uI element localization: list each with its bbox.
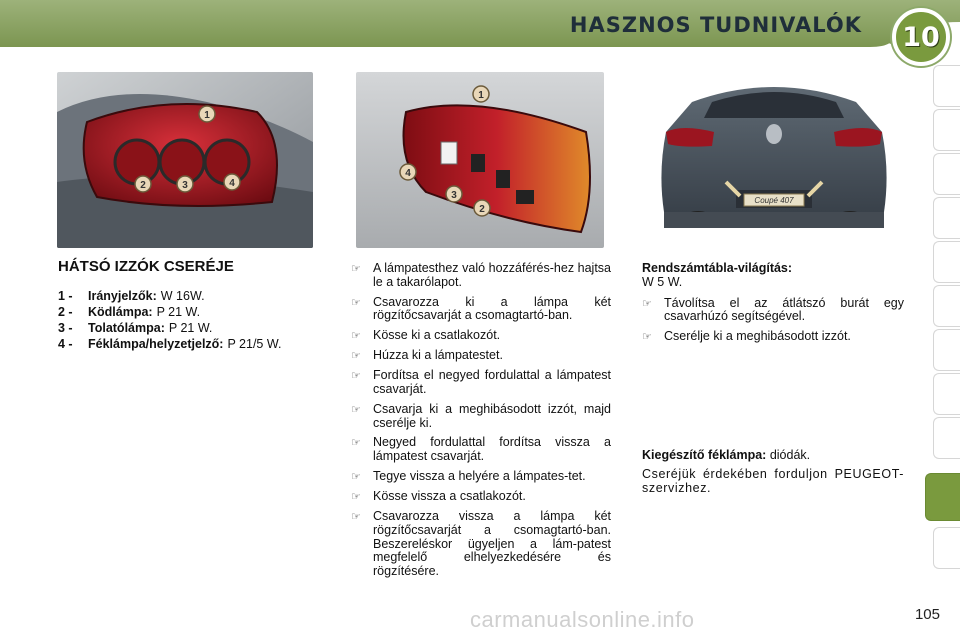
marker-label: 1 <box>204 110 210 121</box>
extra-brake-line <box>642 449 904 463</box>
step-item <box>351 403 611 431</box>
pointing-hand-icon: ☞ <box>351 437 361 450</box>
page-number: 105 <box>914 606 940 623</box>
chapter-tab[interactable] <box>933 527 960 569</box>
pointing-hand-icon: ☞ <box>351 296 361 309</box>
step-text: Kösse vissza a csatlakozót. <box>373 488 526 503</box>
bulb-row <box>58 336 338 352</box>
bulb-row <box>58 320 338 336</box>
bulb-value: W 16W. <box>160 289 205 303</box>
marker-label: 2 <box>140 180 146 191</box>
bulb-number: 4 - <box>58 337 73 351</box>
bulb-list <box>58 288 338 352</box>
bulb-number: 2 - <box>58 305 73 319</box>
pointing-hand-icon: ☞ <box>351 470 361 483</box>
extra-brake-section <box>642 449 904 495</box>
chapter-tab[interactable] <box>933 373 960 415</box>
step-text: Csavarozza ki a lámpa két rögzítőcsavarját a csomagtartó-ban. <box>373 294 611 323</box>
step-item <box>351 436 611 464</box>
car-badge-label: Coupé 407 <box>754 196 794 205</box>
page-header <box>0 0 960 53</box>
chapter-tab[interactable] <box>933 197 960 239</box>
pointing-hand-icon: ☞ <box>351 370 361 383</box>
chapter-tab[interactable] <box>933 285 960 327</box>
bulb-label: Tolatólámpa: <box>88 321 165 335</box>
chapter-tab[interactable] <box>933 417 960 459</box>
pointing-hand-icon: ☞ <box>351 510 361 523</box>
step-text: Csavarja ki a meghibásodott izzót, majd cserélje ki. <box>373 401 611 430</box>
bulb-label: Féklámpa/helyzetjelző: <box>88 337 224 351</box>
step-text: Csavarozza vissza a lámpa két rögzítőcsavarját a csomagtartó-ban. Beszereléskor ügyeljen a lám-patest megfelelő elhelyezkedésére és rögzítésére. <box>373 508 611 579</box>
step-item <box>351 296 611 324</box>
bulb-number: 3 - <box>58 321 73 335</box>
section-title: HÁTSÓ IZZÓK CSERÉJE <box>58 258 234 275</box>
bulb-value: P 21/5 W. <box>227 337 282 351</box>
rear-lamp-photo <box>57 72 313 248</box>
extra-brake-note: Cseréjük érdekében forduljon PEUGEOT-szervizhez. <box>642 466 904 495</box>
bulb-row <box>58 304 338 320</box>
pointing-hand-icon: ☞ <box>351 263 361 275</box>
car-rear-photo <box>652 72 896 248</box>
step-item <box>351 262 611 290</box>
extra-brake-title: Kiegészítő féklámpa: <box>642 448 767 462</box>
marker-label: 1 <box>478 90 484 101</box>
step-item <box>642 330 904 344</box>
chapter-badge <box>892 8 950 66</box>
bulb-label: Ködlámpa: <box>88 305 153 319</box>
chapter-tab[interactable] <box>933 109 960 151</box>
bulb-value: P 21 W. <box>156 305 201 319</box>
pointing-hand-icon: ☞ <box>351 330 361 343</box>
marker-label: 2 <box>479 204 485 215</box>
plate-light-value: W 5 W. <box>642 274 683 289</box>
step-item <box>351 510 611 579</box>
step-item <box>351 470 611 484</box>
bulb-label: Irányjelzők: <box>88 289 157 303</box>
chapter-number: 10 <box>902 21 940 53</box>
step-item <box>351 369 611 397</box>
marker-label: 4 <box>229 178 235 189</box>
extra-brake-value: diódák. <box>769 448 811 462</box>
page-title: HASZNOS TUDNIVALÓK <box>569 13 862 37</box>
pointing-hand-icon: ☞ <box>351 490 361 503</box>
chapter-tab[interactable] <box>933 65 960 107</box>
steps-column <box>351 262 611 585</box>
watermark: carmanualsonline.info <box>470 607 695 632</box>
step-text: Fordítsa el negyed fordulattal a lámpatest csavarját. <box>373 368 611 396</box>
step-text: Negyed fordulattal fordítsa vissza a lámpatest csavarját. <box>373 435 611 464</box>
step-text: Kösse ki a csatlakozót. <box>373 328 501 343</box>
marker-label: 4 <box>405 168 411 179</box>
step-item <box>351 329 611 343</box>
step-text: Cserélje ki a meghibásodott izzót. <box>664 329 851 344</box>
chapter-tab[interactable] <box>933 241 960 283</box>
pointing-hand-icon: ☞ <box>351 350 361 363</box>
chapter-tabs <box>930 65 960 575</box>
step-text: Távolítsa el az átlátszó burát egy csavarhúzó segítségével. <box>664 295 904 324</box>
chapter-tab-active[interactable] <box>925 473 960 521</box>
step-text: Húzza ki a lámpatestet. <box>373 348 503 363</box>
marker-label: 3 <box>451 190 457 201</box>
lamp-unit-photo <box>356 72 604 248</box>
bulb-number: 1 - <box>58 289 73 303</box>
chapter-tab[interactable] <box>933 153 960 195</box>
pointing-hand-icon: ☞ <box>642 297 652 310</box>
step-item <box>642 297 904 325</box>
chapter-tab[interactable] <box>933 329 960 371</box>
step-text: Tegye vissza a helyére a lámpates-tet. <box>373 468 586 483</box>
step-item <box>351 490 611 504</box>
marker-label: 3 <box>182 180 188 191</box>
plate-light-section <box>642 262 904 350</box>
step-item <box>351 349 611 363</box>
pointing-hand-icon: ☞ <box>351 403 361 416</box>
step-text: A lámpatesthez való hozzáférés-hez hajtsa le a takarólapot. <box>373 261 611 289</box>
bulb-row <box>58 288 338 304</box>
pointing-hand-icon: ☞ <box>642 331 652 344</box>
bulb-value: P 21 W. <box>168 321 213 335</box>
plate-light-title: Rendszámtábla-világítás: <box>642 261 793 275</box>
